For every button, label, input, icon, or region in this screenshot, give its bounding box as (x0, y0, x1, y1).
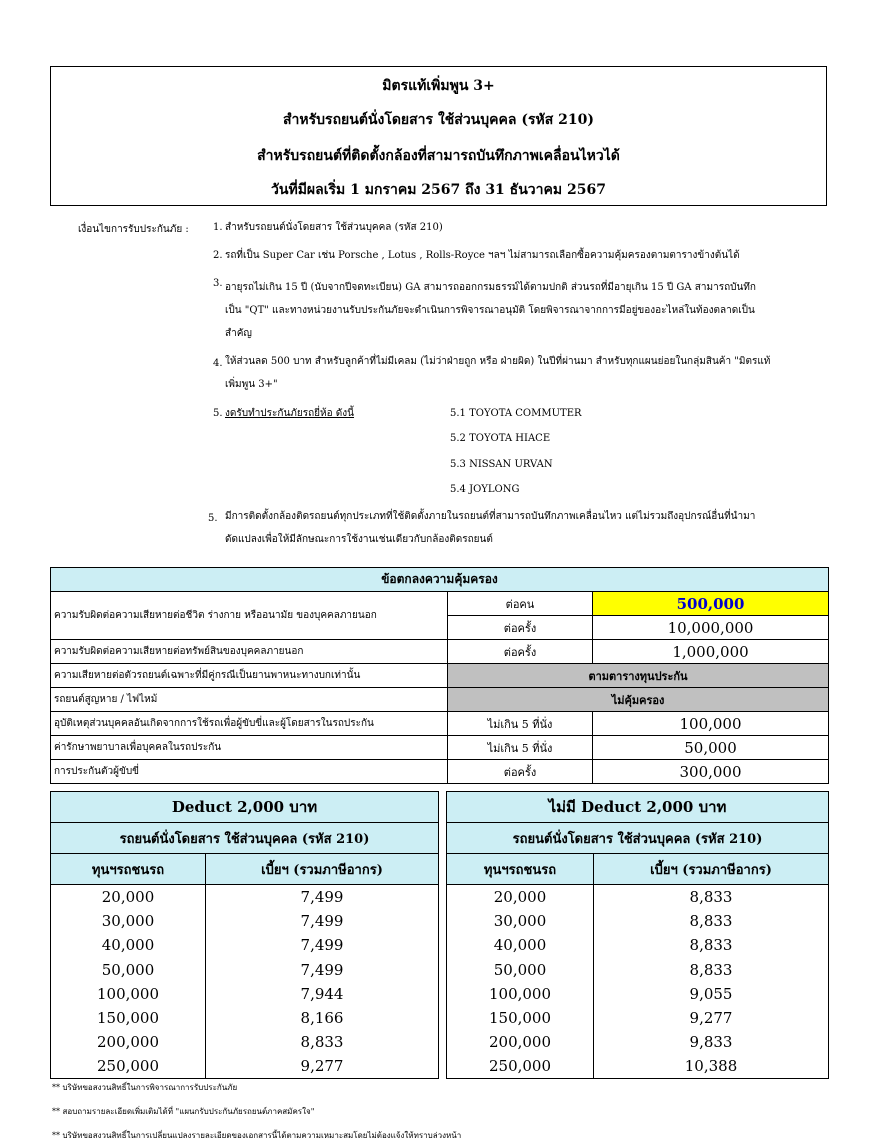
sum-insured-cell: 150,000 (447, 1006, 594, 1030)
coverage-label: ค่ารักษาพยาบาลเพื่อบุคคลในรถประกัน (51, 736, 448, 760)
coverage-row (51, 736, 829, 760)
sum-insured-cell: 50,000 (447, 957, 594, 981)
table-row (51, 1030, 439, 1054)
condition-line: เพิ่มพูน 3+" (225, 379, 278, 390)
premium-cell: 9,277 (206, 1055, 439, 1079)
premium-cell: 8,166 (206, 1006, 439, 1030)
coverage-row (51, 640, 829, 664)
condition-item-1 (225, 216, 443, 239)
coverage-label: รถยนต์สูญหาย / ไฟไหม้ (51, 688, 448, 712)
premium-subtitle-row (447, 823, 829, 854)
condition-line: มีการติดตั้งกล้องติดรถยนต์ทุกประเภทที่ใช้ติดตั้งภายในรถยนต์ที่สามารถบันทึกภาพเคลื่อนไหว แต่ไม่รวมถึงอุปกรณ์อื่นที่นำมา (225, 511, 756, 522)
table-row (447, 957, 829, 981)
coverage-merged-value: ไม่คุ้มครอง (448, 688, 829, 712)
coverage-unit: ต่อครั้ง (448, 640, 593, 664)
condition-line: สำคัญ (225, 328, 252, 339)
header-box (50, 66, 827, 206)
sum-insured-cell: 150,000 (51, 1006, 206, 1030)
coverage-value-highlighted: 500,000 (593, 592, 829, 616)
condition-line: เป็น "QT" และทางหน่วยงานรับประกันภัยจะดำเนินการพิจารณาอนุมัติ โดยพิจารณาจากการมีอยู่ของอะไหล่ในท้องตลาดเป็น (225, 305, 755, 316)
footnote: ** บริษัทขอสงวนสิทธิ์ในการเปลี่ยนแปลงรายละเอียดของเอกสารนี้ได้ตามความเหมาะสมโดยไม่ต้องแจ้งให้ทราบล่วงหน้า (52, 1131, 462, 1140)
sum-insured-cell: 20,000 (447, 885, 594, 909)
coverage-label: ความรับผิดต่อความเสียหายต่อทรัพย์สินของบุคคลภายนอก (51, 640, 448, 664)
condition-item-2 (225, 244, 740, 267)
conditions-label: เงื่อนไขการรับประกันภัย : (78, 224, 189, 235)
premium-cell: 10,388 (594, 1055, 829, 1079)
effective-date-line: วันที่มีผลเริ่ม 1 มกราคม 2567 ถึง 31 ธันวาคม 2567 (271, 182, 606, 198)
condition-item-3 (225, 276, 756, 345)
condition-number: 1. (213, 222, 223, 233)
premium-cell: 8,833 (206, 1030, 439, 1054)
condition-line: ดัดแปลงเพื่อให้มีลักษณะการใช้งานเช่นเดียวกับกล้องติดรถยนต์ (225, 534, 493, 545)
premium-cell: 9,277 (594, 1006, 829, 1030)
coverage-value: 10,000,000 (593, 616, 829, 640)
column-header-premium: เบี้ยฯ (รวมภาษีอากร) (206, 854, 439, 885)
premium-cell: 9,833 (594, 1030, 829, 1054)
table-row (447, 1055, 829, 1079)
premium-table-deduct (50, 791, 439, 1079)
sum-insured-cell: 30,000 (447, 909, 594, 933)
coverage-label: การประกันตัวผู้ขับขี่ (51, 760, 448, 784)
table-row (51, 1055, 439, 1079)
table-row (447, 1006, 829, 1030)
coverage-unit: ไม่เกิน 5 ที่นั่ง (448, 736, 593, 760)
table-row (51, 885, 439, 909)
coverage-row (51, 592, 829, 616)
premium-cell: 7,499 (206, 933, 439, 957)
sum-insured-cell: 50,000 (51, 957, 206, 981)
table-row (51, 909, 439, 933)
coverage-row (51, 760, 829, 784)
coverage-value: 50,000 (593, 736, 829, 760)
vehicle-type-line: สำหรับรถยนต์นั่งโดยสาร ใช้ส่วนบุคคล (รหัส 210) (283, 112, 594, 128)
condition-line: อายุรถไม่เกิน 15 ปี (นับจากปีจดทะเบียน) GA สามารถออกกรมธรรม์ได้ตามปกติ ส่วนรถที่มีอายุเกิน 15 ปี GA สามารถบันทึก (225, 282, 756, 293)
excluded-model: 5.4 JOYLONG (450, 484, 520, 495)
premium-table-title: ไม่มี Deduct 2,000 บาท (447, 792, 829, 823)
table-row (51, 982, 439, 1006)
column-header-sum-insured: ทุนฯรถชนรถ (51, 854, 206, 885)
sum-insured-cell: 200,000 (447, 1030, 594, 1054)
premium-column-header-row (447, 854, 829, 885)
premium-table-no-deduct (446, 791, 829, 1079)
coverage-row (51, 664, 829, 688)
product-title: มิตรแท้เพิ่มพูน 3+ (382, 78, 495, 94)
premium-table-subtitle: รถยนต์นั่งโดยสาร ใช้ส่วนบุคคล (รหัส 210) (447, 823, 829, 854)
table-row (447, 885, 829, 909)
premium-subtitle-row (51, 823, 439, 854)
sum-insured-cell: 250,000 (51, 1055, 206, 1079)
column-header-premium: เบี้ยฯ (รวมภาษีอากร) (594, 854, 829, 885)
camera-condition-line: สำหรับรถยนต์ที่ติดตั้งกล้องที่สามารถบันทึกภาพเคลื่อนไหวได้ (257, 148, 620, 164)
condition-number: 2. (213, 250, 223, 261)
premium-cell: 7,944 (206, 982, 439, 1006)
coverage-row (51, 712, 829, 736)
premium-cell: 8,833 (594, 909, 829, 933)
coverage-header-row (51, 568, 829, 592)
coverage-value: 100,000 (593, 712, 829, 736)
premium-cell: 7,499 (206, 909, 439, 933)
sum-insured-cell: 40,000 (447, 933, 594, 957)
condition-number: 5. (213, 408, 223, 419)
coverage-merged-value: ตามตารางทุนประกัน (448, 664, 829, 688)
sum-insured-cell: 250,000 (447, 1055, 594, 1079)
condition-item-5 (225, 402, 354, 425)
premium-cell: 8,833 (594, 957, 829, 981)
premium-table-title: Deduct 2,000 บาท (51, 792, 439, 823)
coverage-label: ความรับผิดต่อความเสียหายต่อชีวิต ร่างกาย หรืออนามัย ของบุคคลภายนอก (51, 592, 448, 640)
condition-line: สำหรับรถยนต์นั่งโดยสาร ใช้ส่วนบุคคล (รหัส 210) (225, 222, 443, 233)
sum-insured-cell: 100,000 (447, 982, 594, 1006)
coverage-title: ข้อตกลงความคุ้มครอง (51, 568, 829, 592)
excluded-model: 5.1 TOYOTA COMMUTER (450, 408, 582, 419)
sum-insured-cell: 100,000 (51, 982, 206, 1006)
coverage-unit: ต่อคน (448, 592, 593, 616)
premium-cell: 8,833 (594, 933, 829, 957)
sum-insured-cell: 20,000 (51, 885, 206, 909)
table-row (447, 909, 829, 933)
table-row (51, 957, 439, 981)
condition-item-6 (225, 505, 755, 551)
condition-number: 5. (208, 513, 218, 524)
condition-line: งดรับทำประกันภัยรถยี่ห้อ ดังนี้ (225, 408, 355, 419)
coverage-value: 300,000 (593, 760, 829, 784)
condition-number: 3. (213, 278, 223, 289)
coverage-label: อุบัติเหตุส่วนบุคคลอันเกิดจากการใช้รถเพื่อผู้ขับขี่และผู้โดยสารในรถประกัน (51, 712, 448, 736)
coverage-unit: ไม่เกิน 5 ที่นั่ง (448, 712, 593, 736)
coverage-row (51, 688, 829, 712)
table-row (447, 982, 829, 1006)
premium-cell: 9,055 (594, 982, 829, 1006)
coverage-table (50, 567, 829, 784)
premium-table-subtitle: รถยนต์นั่งโดยสาร ใช้ส่วนบุคคล (รหัส 210) (51, 823, 439, 854)
footnote: ** สอบถามรายละเอียดเพิ่มเติมได้ที่ "แผนกรับประกันภัยรถยนต์ภาคสมัครใจ" (52, 1107, 315, 1116)
table-row (447, 933, 829, 957)
excluded-model: 5.2 TOYOTA HIACE (450, 433, 551, 444)
footnote: ** บริษัทขอสงวนสิทธิ์ในการพิจารณาการรับประกันภัย (52, 1083, 238, 1092)
condition-line: ให้ส่วนลด 500 บาท สำหรับลูกค้าที่ไม่มีเคลม (ไม่ว่าฝ่ายถูก หรือ ฝ่ายผิด) ในปีที่ผ่านมา สำหรับทุกแผนย่อยในกลุ่มสินค้า "มิตรแท้ (225, 356, 771, 367)
coverage-unit: ต่อครั้ง (448, 760, 593, 784)
premium-cell: 7,499 (206, 885, 439, 909)
coverage-unit: ต่อครั้ง (448, 616, 593, 640)
condition-number: 4. (213, 358, 223, 369)
column-header-sum-insured: ทุนฯรถชนรถ (447, 854, 594, 885)
premium-title-row (51, 792, 439, 823)
excluded-model: 5.3 NISSAN URVAN (450, 459, 553, 470)
table-row (447, 1030, 829, 1054)
coverage-value: 1,000,000 (593, 640, 829, 664)
premium-title-row (447, 792, 829, 823)
sum-insured-cell: 40,000 (51, 933, 206, 957)
coverage-label: ความเสียหายต่อตัวรถยนต์เฉพาะที่มีคู่กรณีเป็นยานพาหนะทางบกเท่านั้น (51, 664, 448, 688)
sum-insured-cell: 30,000 (51, 909, 206, 933)
premium-column-header-row (51, 854, 439, 885)
table-row (51, 933, 439, 957)
premium-cell: 8,833 (594, 885, 829, 909)
table-row (51, 1006, 439, 1030)
sum-insured-cell: 200,000 (51, 1030, 206, 1054)
condition-item-4 (225, 350, 770, 396)
condition-line: รถที่เป็น Super Car เช่น Porsche , Lotus , Rolls-Royce ฯลฯ ไม่สามารถเลือกซื้อความคุ้มครองตามตารางข้างต้นได้ (225, 250, 740, 261)
premium-cell: 7,499 (206, 957, 439, 981)
